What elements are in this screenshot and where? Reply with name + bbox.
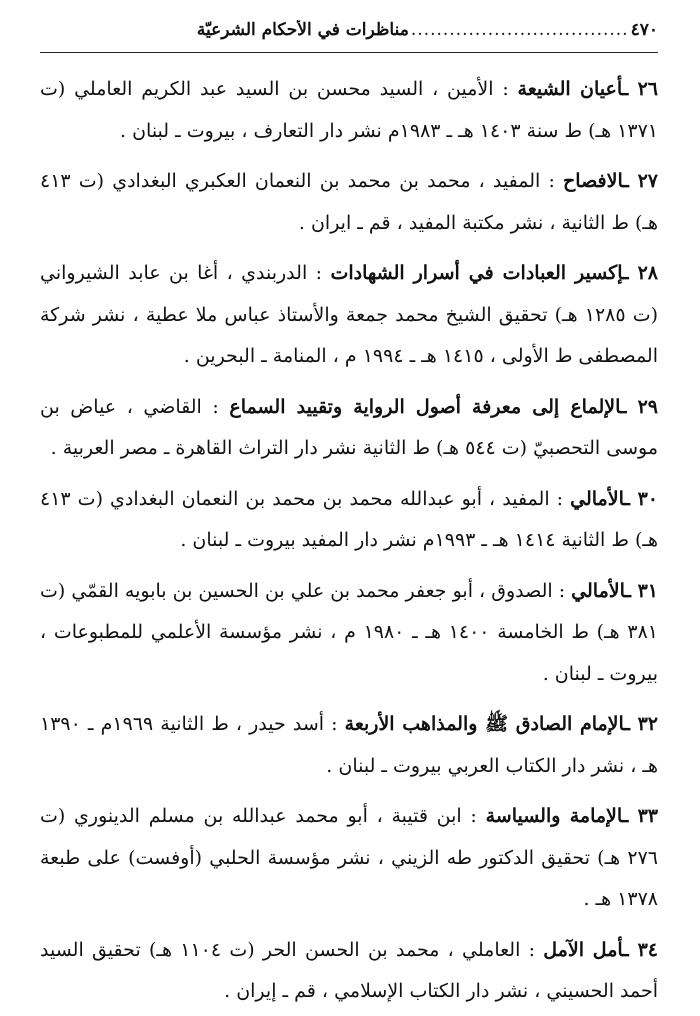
entry-number: ٣٠ ـ <box>624 487 658 510</box>
entry-number: ٣٢ ـ <box>624 713 658 735</box>
bibliography-entry <box>40 69 658 152</box>
entry-text: : الأمين ، السيد محسن بن السيد عبد الكريم العاملي (ت ١٣٧١ هـ) ط سنة ١٤٠٣ هـ ـ ١٩٨٣م نشر دار التعارف ، بيروت ـ لبنان . <box>40 78 658 142</box>
header-rule <box>40 52 658 53</box>
entry-text: : المفيد ، أبو عبدالله محمد بن محمد بن النعمان البغدادي (ت ٤١٣ هـ) ط الثانية ١٤١٤ هـ ـ ١٩٩٣م نشر دار المفيد بيروت ـ لبنان . <box>40 487 658 551</box>
bibliography-entry <box>40 796 658 921</box>
entry-text: : الصدوق ، أبو جعفر محمد بن علي بن الحسين بن بابويه القمّي (ت ٣٨١ هـ) ط الخامسة ١٤٠٠ هـ ـ ١٩٨٠ م ، نشر مؤسسة الأعلمي للمطبوعات ، بيروت ـ لبنان . <box>40 579 658 685</box>
entry-title: الإمامة والسياسة <box>485 805 623 827</box>
entry-text: : العاملي ، محمد بن الحسن الحر (ت ١١٠٤ هـ) تحقيق السيد أحمد الحسيني ، نشر دار الكتاب الإسلامي ، قم ـ إيران . <box>40 938 658 1002</box>
entry-title: أعيان الشيعة <box>517 78 623 100</box>
entry-text: : القاضي ، عياض بن موسى التحصبيّ (ت ٥٤٤ هـ) ط الثانية نشر دار التراث القاهرة ـ مصر العربية . <box>40 395 658 459</box>
entry-number: ٣٣ ـ <box>622 805 658 827</box>
entry-text: : المفيد ، محمد بن محمد بن النعمان العكبري البغدادي (ت ٤١٣ هـ) ط الثانية ، نشر مكتبة المفيد ، قم ـ ايران . <box>40 170 658 234</box>
bibliography-entry <box>40 253 658 378</box>
page-header <box>40 20 658 50</box>
bibliography-entry <box>40 930 658 1013</box>
running-title: مناظرات في الأحكام الشرعيّة <box>196 20 409 40</box>
entry-number: ٣١ ـ <box>625 579 659 602</box>
page-number: ٤٧٠ <box>630 20 658 40</box>
entry-title: الإمام الصادق ﷺ والمذاهب الأربعة <box>344 713 625 735</box>
bibliography-entry <box>40 387 658 470</box>
header-leader-dots: .................................. <box>410 20 629 40</box>
entry-number: ٢٩ ـ <box>620 395 658 418</box>
bibliography-entry <box>40 161 658 244</box>
entry-title: الأمالي <box>570 487 625 510</box>
entry-title: الإلماع إلى معرفة أصول الرواية وتقييد السماع <box>229 395 621 418</box>
entry-text: : الدربندي ، أغا بن عابد الشيرواني (ت ١٢٨٥ هـ) تحقيق الشيخ محمد جمعة والأستاذ عباس ملا عطية ، نشر شركة المصطفى ط الأولى ، ١٤١٥ هـ ـ ١٩٩٤ م ، المنامة ـ البحرين . <box>40 262 658 367</box>
entry-title: الأمالي <box>571 579 626 602</box>
entry-number: ٣٤ ـ <box>623 938 658 961</box>
entry-title: إكسير العبادات في أسرار الشهادات <box>330 262 624 284</box>
bibliography-entry <box>40 571 658 696</box>
bibliography-entry <box>40 479 658 562</box>
bibliography-entry <box>40 704 658 787</box>
entry-number: ٢٧ ـ <box>623 170 658 192</box>
entry-number: ٢٦ ـ <box>622 78 659 100</box>
entry-text: : ابن قتيبة ، أبو محمد عبدالله بن مسلم الدينوري (ت ٢٧٦ هـ) تحقيق الدكتور طه الزيني ، نشر مؤسسة الحلبي (أوفست) على طبعة ١٣٧٨ هـ . <box>40 805 658 910</box>
entry-title: الافصاح <box>563 170 624 192</box>
entry-title: أمل الآمل <box>543 938 624 961</box>
bibliography-list <box>40 69 658 1013</box>
entry-text: : أسد حيدر ، ط الثانية ١٩٦٩م ـ ١٣٩٠ هـ ، نشر دار الكتاب العربي بيروت ـ لبنان . <box>40 713 658 777</box>
entry-number: ٢٨ ـ <box>623 262 659 284</box>
